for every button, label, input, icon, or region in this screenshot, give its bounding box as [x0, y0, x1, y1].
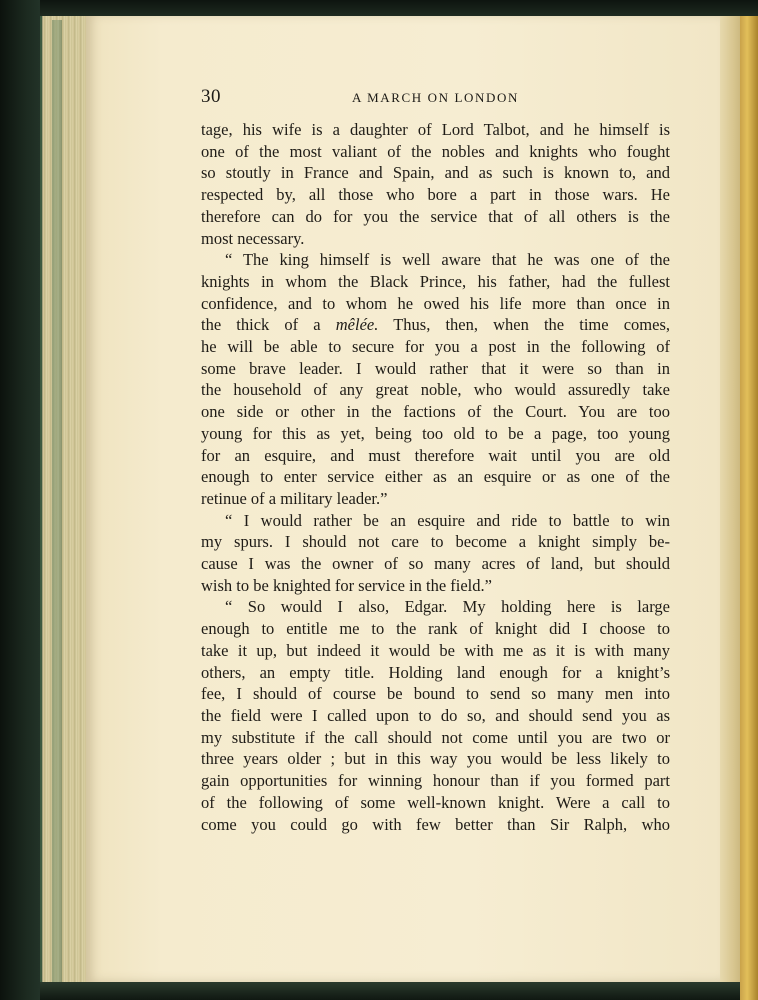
book-cover-edge [0, 0, 44, 1000]
text-line: some brave leader. I would rather that it were so than in [201, 358, 670, 378]
text-line: take it up, but indeed it would be with me as it is with many [201, 640, 670, 660]
text-line: therefore can do for you the service that of all others is the [201, 206, 670, 226]
text-line: respected by, all those who bore a part in those wars. He [201, 185, 670, 205]
text-line: of the following of some well-known knight. Were a call to [201, 792, 670, 812]
page-edge-tint [52, 20, 62, 985]
text-line: “ The king himself is well aware that he was one of the [225, 250, 670, 270]
text-line: so stoutly in France and Spain, and as such is known to, and [201, 163, 670, 183]
text-line: he will be able to secure for you a post in the following of [201, 337, 670, 357]
text-line: gain opportunities for winning honour than if you formed part [201, 771, 670, 791]
binding-edge [740, 14, 758, 1000]
text-line: cause I was the owner of so many acres of land, but should [201, 554, 670, 574]
text-line: others, an empty title. Holding land enough for a knight’s [201, 662, 670, 682]
text-line: confidence, and to whom he owed his life more than once in [201, 293, 670, 313]
running-head: A MARCH ON LONDON [352, 90, 519, 105]
bottom-shadow [40, 982, 740, 1000]
text-line: come you could go with few better than Sir Ralph, who [201, 814, 670, 834]
page-number: 30 [201, 86, 221, 107]
text-line: for an esquire, and must therefore wait until you are old [201, 445, 670, 465]
text-line: wish to be knighted for service in the field.” [201, 575, 492, 595]
text-line: my spurs. I should not care to become a knight simply be- [201, 532, 670, 552]
body-text [201, 119, 670, 835]
italic-word: mêlée. [335, 315, 379, 335]
text-line: young for this as yet, being too old to be a page, too young [201, 423, 670, 443]
text-line: “ So would I also, Edgar. My holding here is large [225, 597, 670, 617]
text-line: enough to enter service either as an esquire or as one of the [201, 467, 670, 487]
text-line: the field were I called upon to do so, and should send you as [201, 705, 670, 725]
text-line: one of the most valiant of the nobles and knights who fought [201, 141, 670, 161]
text-line: “ I would rather be an esquire and ride to battle to win [225, 510, 670, 530]
text-line: three years older ; but in this way you would be less likely to [201, 749, 670, 769]
text-line: my substitute if the call should not come until you are two or [201, 727, 670, 747]
facing-page-edge [720, 14, 742, 994]
text-line: the household of any great noble, who would assuredly take [201, 380, 670, 400]
text-line: enough to entitle me to the rank of knight did I choose to [201, 619, 670, 639]
top-shadow [40, 0, 758, 16]
text-line: one side or other in the factions of the Court. You are too [201, 402, 670, 422]
text-line: knights in whom the Black Prince, his father, had the fullest [201, 271, 670, 291]
text-segment: Thus, then, when the time comes, [378, 315, 670, 335]
text-line: fee, I should of course be bound to send so many men into [201, 684, 670, 704]
text-line: most necessary. [201, 228, 305, 248]
text-line: retinue of a military leader.” [201, 488, 388, 508]
page-edges [40, 12, 92, 987]
text-segment: the thick of a [201, 315, 336, 335]
text-line-with-italic [201, 314, 670, 336]
text-line: tage, his wife is a daughter of Lord Talbot, and he himself is [201, 120, 670, 139]
